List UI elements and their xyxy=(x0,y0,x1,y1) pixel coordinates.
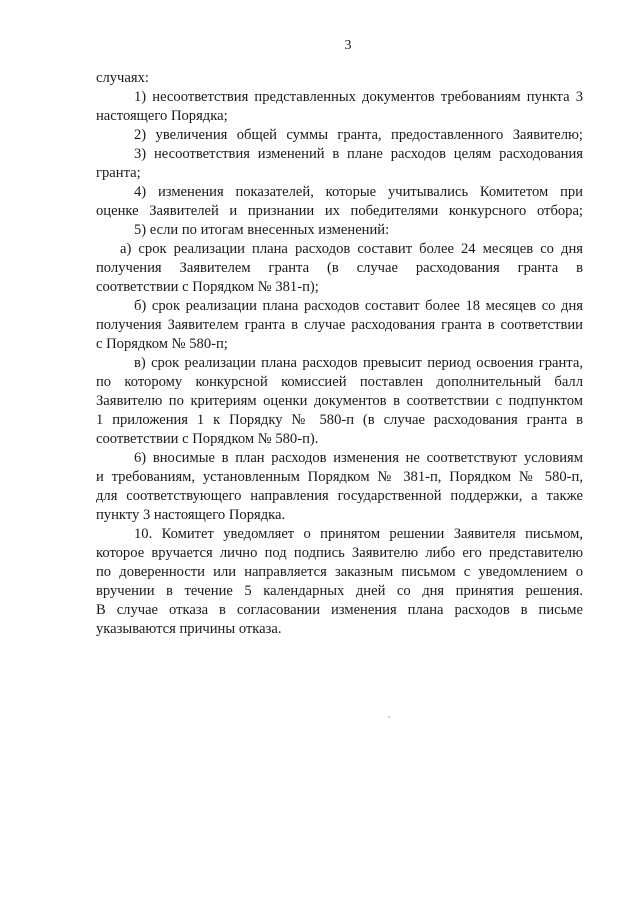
sub-item-b-line: б) срок реализации плана расходов составит более 18 месяцев со дня xyxy=(134,298,583,314)
list-item-4-line: оценке Заявителей и признании их победителями конкурсного отбора; xyxy=(96,203,583,219)
list-item-6-line: и требованиям, установленным Порядком № 381-п, Порядком № 580-п, xyxy=(96,469,583,485)
paragraph-10-line: В случае отказа в согласовании изменения плана расходов в письме xyxy=(96,602,583,618)
paragraph-10-line: 10. Комитет уведомляет о принятом решении Заявителя письмом, xyxy=(134,526,583,542)
list-item-6-line: для соответствующего направления государственной поддержки, а также xyxy=(96,488,583,504)
sub-item-a-line: получения Заявителем гранта (в случае расходования гранта в xyxy=(96,260,583,276)
page-number: 3 xyxy=(344,38,352,53)
list-item-1-line: настоящего Порядка; xyxy=(96,108,228,124)
sub-item-a-line: а) срок реализации плана расходов составит более 24 месяцев со дня xyxy=(120,241,583,257)
sub-item-c-line: по которому конкурсной комиссией поставлен дополнительный балл xyxy=(96,374,583,390)
paragraph-10-line: по доверенности или направляется заказным письмом с уведомлением о xyxy=(96,564,583,580)
scan-speck xyxy=(388,716,390,718)
paragraph-10-line: вручении в течение 5 календарных дней со дня принятия решения. xyxy=(96,583,583,599)
list-item-3-line: 3) несоответствия изменений в плане расходов целям расходования xyxy=(134,146,583,162)
sub-item-b-line: получения Заявителем гранта в случае расходования гранта в соответствии xyxy=(96,317,583,333)
list-item-2-line: 2) увеличения общей суммы гранта, предоставленного Заявителю; xyxy=(134,127,583,143)
list-item-4-line: 4) изменения показателей, которые учитывались Комитетом при xyxy=(134,184,583,200)
list-item-6-line: пункту 3 настоящего Порядка. xyxy=(96,507,286,523)
sub-item-c-line: 1 приложения 1 к Порядку № 580-п (в случае расходования гранта в xyxy=(96,412,583,428)
paragraph-10-line: которое вручается лично под подпись Заявителю либо его представителю xyxy=(96,545,583,561)
paragraph-10-line: указываются причины отказа. xyxy=(96,621,282,637)
sub-item-c-line: в) срок реализации плана расходов превысит период освоения гранта, xyxy=(134,355,583,371)
document-body xyxy=(96,69,583,639)
text-line: случаях: xyxy=(96,70,149,86)
list-item-6-line: 6) вносимые в план расходов изменения не соответствуют условиям xyxy=(134,450,583,466)
list-item-1-line: 1) несоответствия представленных документов требованиям пункта 3 xyxy=(134,89,583,105)
sub-item-a-line: соответствии с Порядком № 381-п); xyxy=(96,279,319,295)
list-item-5-line: 5) если по итогам внесенных изменений: xyxy=(134,222,390,238)
sub-item-b-line: с Порядком № 580-п; xyxy=(96,336,228,352)
list-item-3-line: гранта; xyxy=(96,165,141,181)
sub-item-c-line: соответствии с Порядком № 580-п). xyxy=(96,431,319,447)
sub-item-c-line: Заявителю по критериям оценки документов в соответствии с подпунктом xyxy=(96,393,583,409)
